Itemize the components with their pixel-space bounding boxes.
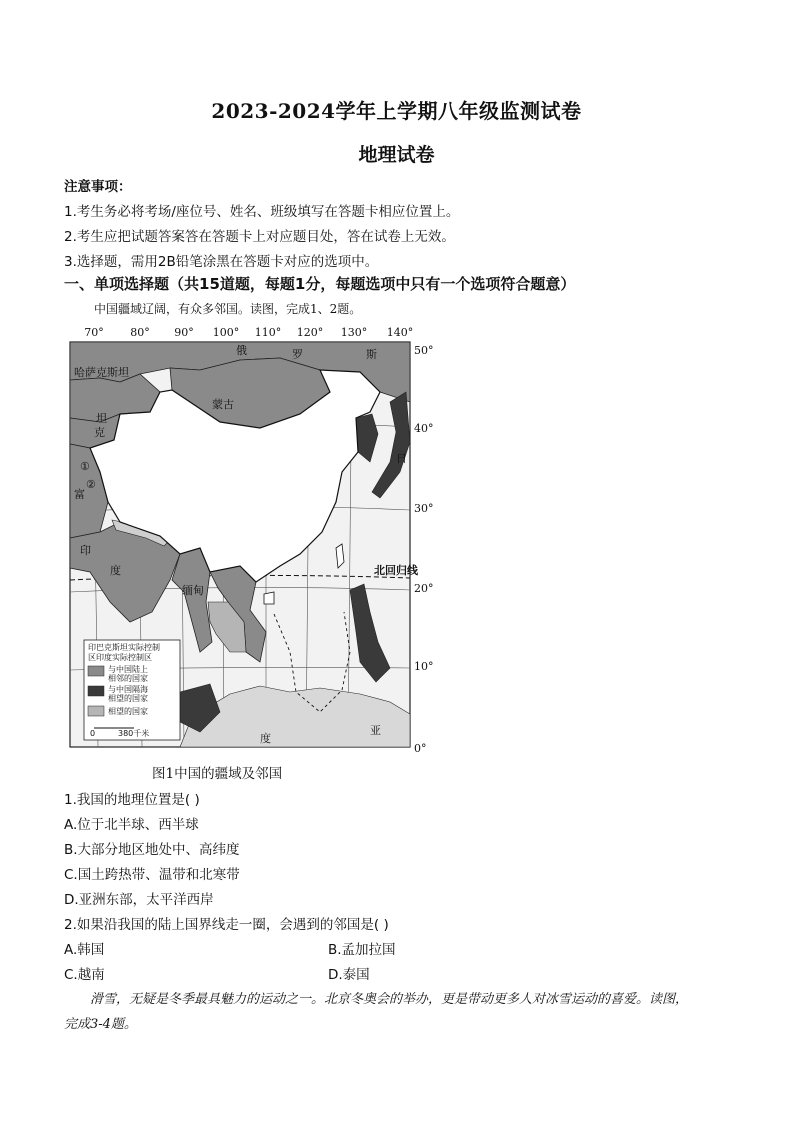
q1-option-d: D.亚洲东部，太平洋西岸 bbox=[64, 892, 214, 908]
q1-option-b: B.大部分地区地处中、高纬度 bbox=[64, 842, 240, 858]
scale-label: 380千米 bbox=[118, 729, 150, 738]
legend-title-1: 印巴克斯坦实际控制 bbox=[88, 643, 160, 652]
russia-label-1: 俄 bbox=[236, 344, 247, 357]
marker-2: ② bbox=[86, 478, 96, 491]
legend-item2-1: 与中国隔海 bbox=[108, 685, 148, 694]
japan-label: 日 bbox=[396, 452, 407, 465]
fragment-label-2: 克 bbox=[94, 426, 105, 439]
legend-swatch-land bbox=[88, 666, 104, 676]
marker-1: ① bbox=[80, 460, 90, 473]
tropic-label: 北回归线 bbox=[374, 564, 418, 577]
fragment-label-3: 富 bbox=[74, 488, 85, 501]
exam-title: 2023-2024学年上学期八年级监测试卷 bbox=[211, 99, 582, 123]
lon-label: 70° bbox=[84, 326, 104, 339]
section-heading: 一、单项选择题（共15道题，每题1分，每题选项中只有一个选项符合题意） bbox=[64, 275, 576, 293]
mongolia-label: 蒙古 bbox=[212, 398, 234, 411]
q2-option-a: A.韩国 bbox=[64, 942, 105, 958]
latitude-labels bbox=[414, 344, 434, 755]
lon-label: 120° bbox=[296, 326, 324, 339]
q1-option-a: A.位于北半球、西半球 bbox=[64, 817, 199, 833]
legend-item1-1: 与中国陆上 bbox=[108, 665, 148, 674]
lat-label: 20° bbox=[414, 582, 434, 595]
lon-label: 90° bbox=[174, 326, 194, 339]
lat-label: 30° bbox=[414, 502, 434, 515]
q2-option-b: B.孟加拉国 bbox=[328, 942, 396, 958]
passage-line-1: 滑雪，无疑是冬季最具魅力的运动之一。北京冬奥会的举办，更是带动更多人对冰雪运动的喜爱。读图， bbox=[90, 992, 689, 1007]
q1-option-c: C.国土跨热带、温带和北寒带 bbox=[64, 867, 240, 883]
legend-swatch-hatched bbox=[88, 706, 104, 716]
lon-label: 130° bbox=[340, 326, 368, 339]
question-1-stem: 1.我国的地理位置是( ) bbox=[64, 792, 200, 808]
lat-label: 0° bbox=[414, 742, 427, 755]
section-intro: 中国疆域辽阔，有众多邻国。读图，完成1、2题。 bbox=[94, 302, 362, 316]
question-2-stem: 2.如果沿我国的陆上国界线走一圈，会遇到的邻国是( ) bbox=[64, 917, 389, 933]
lat-label: 10° bbox=[414, 660, 434, 673]
lon-label: 140° bbox=[386, 326, 414, 339]
myanmar-label: 缅甸 bbox=[182, 584, 204, 597]
passage-line-2: 完成3-4题。 bbox=[64, 1017, 137, 1032]
russia-label-2: 罗 bbox=[292, 348, 303, 361]
lat-label: 40° bbox=[414, 422, 434, 435]
russia-label-3: 斯 bbox=[366, 348, 377, 361]
legend-title-2: 区印度实际控制区 bbox=[88, 653, 152, 662]
india-label-2: 度 bbox=[110, 564, 121, 577]
kazakhstan-label: 哈萨克斯坦 bbox=[74, 366, 129, 379]
lon-label: 80° bbox=[130, 326, 150, 339]
notice-item-2: 2.考生应把试题答案答在答题卡上对应题目处，答在试卷上无效。 bbox=[64, 229, 455, 245]
legend-item2-2: 相望的国家 bbox=[108, 694, 148, 703]
notice-item-3: 3.选择题，需用2B铅笔涂黑在答题卡对应的选项中。 bbox=[64, 254, 379, 270]
lat-label: 50° bbox=[414, 344, 434, 357]
q2-option-c: C.越南 bbox=[64, 967, 105, 983]
longitude-labels bbox=[84, 326, 413, 339]
subject-title: 地理试卷 bbox=[358, 144, 435, 166]
indonesia-label-1: 度 bbox=[260, 732, 271, 745]
lon-label: 100° bbox=[212, 326, 240, 339]
scale-zero: 0 bbox=[90, 729, 96, 738]
indonesia-label-2: 亚 bbox=[370, 724, 381, 737]
q2-option-d: D.泰国 bbox=[328, 967, 370, 983]
hainan-island bbox=[264, 592, 274, 604]
lon-label: 110° bbox=[254, 326, 282, 339]
legend-swatch-sea bbox=[88, 686, 104, 696]
map-caption: 图1中国的疆域及邻国 bbox=[152, 766, 283, 782]
map-legend bbox=[84, 640, 180, 740]
notice-item-1: 1.考生务必将考场/座位号、姓名、班级填写在答题卡相应位置上。 bbox=[64, 204, 460, 220]
china-territory-map bbox=[60, 322, 440, 762]
legend-item3: 相望的国家 bbox=[108, 707, 148, 716]
fragment-label-1: 坦 bbox=[96, 412, 107, 425]
legend-item1-2: 相邻的国家 bbox=[108, 674, 148, 683]
india-label: 印 bbox=[80, 544, 91, 557]
notice-heading: 注意事项： bbox=[64, 179, 132, 195]
